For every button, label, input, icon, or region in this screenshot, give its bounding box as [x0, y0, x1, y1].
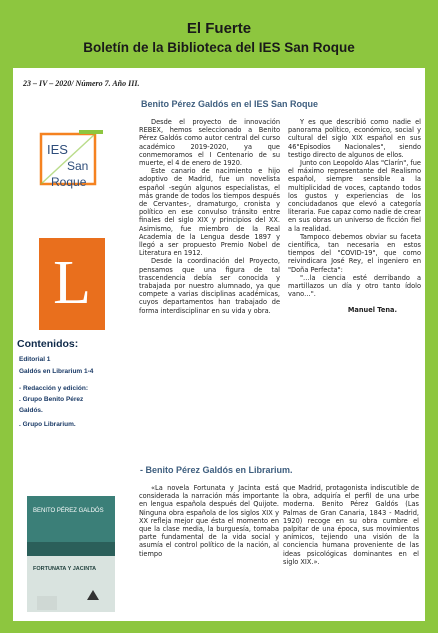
- issue-dateline: 23 – IV – 2020/ Número 7. Año III.: [23, 79, 140, 88]
- paragraph: Desde el proyecto de innovación REBEX, hemos seleccionado a Benito Pérez Galdós como autor central del curso académico 2019-2020, ya que conmemoramos el I Centenario de su muerte, el 4 de enero de 1920.: [139, 118, 280, 168]
- contents-item: Galdós en Librarium 1-4: [19, 368, 94, 375]
- ies-san-roque-logo: [39, 128, 105, 194]
- newsletter-page: [13, 16, 425, 621]
- credits-line: . Grupo Benito Pérez: [19, 396, 84, 403]
- logo-roque-text: Roque: [51, 175, 87, 189]
- contents-heading: Contenidos:: [17, 338, 79, 350]
- newsletter-title: El Fuerte: [186, 20, 252, 37]
- paragraph: «La novela Fortunata y Jacinta está considerada la narración más importante en lengua española después del Quijote. Ninguna obra española de los siglos XIX y XX refleja mejor que ésta el momento en que la clase media, la burguesía, tomaba parte fundamental de la vida social y asumía el control político de la nación, al tiempo: [139, 484, 279, 558]
- article1-column-right: [288, 118, 421, 315]
- credits-line: Galdós.: [19, 407, 43, 414]
- logo-ies-text: IES: [47, 142, 68, 157]
- paragraph: Tampoco debemos obviar su faceta científica, tan necesaria en estos tiempos del "COVID-19", que como reivindicara José Rey, el ingeniero en "Doña Perfecta":: [288, 232, 421, 274]
- book-author: BENITO PÉREZ GALDÓS: [33, 508, 104, 514]
- quote: "…la ciencia esté derribando a martillazos un día y otro tanto ídolo vano…".: [288, 273, 421, 299]
- article2-column-right: [283, 484, 419, 566]
- badge-letter: L: [53, 249, 91, 317]
- paragraph: Desde la coordinación del Proyecto, pensamos que una figura de tal trascendencia debía ser conocida y trabajada por nuestro alumnado, ya que compete a varias disciplinas académicas, cuyos departamentos han trabajado de forma interdisciplinar en su vida y obra.: [139, 257, 280, 315]
- editorial-l-badge: [39, 238, 105, 330]
- credits-line: . Grupo Librarium.: [19, 421, 76, 428]
- paragraph: Este canario de nacimiento e hijo adoptivo de Madrid, fue un novelista español -según algunos especialistas, el más grande de todos los tiempos después de Cervantes-, dramaturgo, cronista y político en ese convulso tránsito entre finales del siglo XIX y principios del XX. Asimismo, fue miembro de la Real Academia de la Lengua desde 1897 y llegó a ser propuesto Premio Nobel de Literatura en 1912.: [139, 167, 280, 258]
- article1-title: Benito Pérez Galdós en el IES San Roque: [141, 99, 319, 109]
- credits-line: - Redacción y edición:: [19, 385, 88, 392]
- newsletter-subtitle: Boletín de la Biblioteca del IES San Roque: [83, 40, 355, 55]
- article1-signature: Manuel Tena.: [347, 306, 397, 315]
- article2-column-left: [139, 484, 279, 558]
- book-cover-image: [27, 496, 115, 612]
- logo-san-text: San: [67, 159, 89, 173]
- paragraph: que Madrid, protagonista indiscutible de la obra, adquiría el perfil de una urbe moderna. Benito Pérez Galdós (Las Palmas de Gran Canaria, 1843 - Madrid, 1920) recoge en su obra cumbre el palpitar de una época, sus movimientos anímicos, tejiendo una visión de la conciencia humana proveniente de las ideas psicológicas dominantes en el siglo XIX.».: [283, 484, 419, 566]
- article2-title: - Benito Pérez Galdós en Librarium.: [140, 465, 293, 475]
- article1-column-left: [139, 118, 280, 315]
- contents-item: Editorial 1: [19, 356, 51, 363]
- paragraph: Y es que describió como nadie el panorama político, económico, social y cultural del siglo XIX español en sus 46"Episodios Nacionales", siendo testigo directo de algunos de ellos.: [288, 118, 421, 159]
- book-title: FORTUNATA Y JACINTA: [33, 566, 97, 572]
- paragraph: Junto con Leopoldo Alas "Clarín", fue el máximo representante del Realismo español, siempre sensible a la multiplicidad de voces, captando todos los gustos y experiencias de los conciudadanos que elevó a categoría literaria. Fue capaz como nadie de crear en sus obras un universo de ficción fiel a la realidad.: [288, 159, 421, 233]
